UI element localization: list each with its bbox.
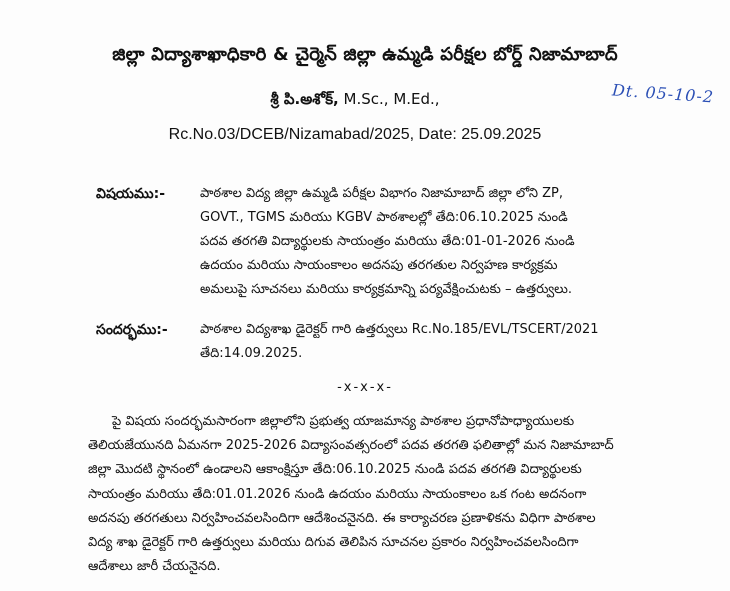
body-line: తెలియజేయునది ఏమనగా 2025-2026 విద్యాసంవత్సరంలో పదవ తరగతి ఫలితాల్లో మన నిజామాబాద్: [88, 438, 614, 454]
officer-name: శ్రీ పి.అశోక్,: [270, 90, 339, 108]
subject-line: అమలుపై సూచనలు మరియు కార్యక్రమాన్ని పర్యవేక్షించుటకు – ఉత్తర్వులు.: [200, 282, 572, 297]
reference-line: తేది:14.09.2025.: [200, 346, 303, 361]
body-line: విద్య శాఖ డైరెక్టర్ గారి ఉత్తర్వులు మరియు దిగువ తెలిపిన సూచనల ప్రకారం నిర్వహించవలసిందిగా: [88, 535, 579, 551]
body-paragraph: [88, 410, 614, 579]
reference-text: [200, 318, 599, 366]
body-line: అదనపు తరగతులు నిర్వహించవలసిందిగా ఆదేశించనైనది. ఈ కార్యాచరణ ప్రణాళికను విధిగా పాఠశాల: [88, 510, 596, 526]
subject-label: విషయము:-: [96, 186, 166, 202]
section-separator: -x-x-x-: [337, 380, 393, 395]
reference-line: పాఠశాల విద్యశాఖ డైరెక్టర్ గారి ఉత్తర్వులు Rc.No.185/EVL/TSCERT/2021: [200, 322, 599, 337]
body-line: సాయంత్రం మరియు తేది:01.01.2026 నుండి ఉదయం మరియు సాయంకాలం ఒక గంట అదనంగా: [88, 486, 587, 502]
subject-line: పదవ తరగతి విద్యార్థులకు సాయంత్రం మరియు తేది:01-01-2026 నుండి: [200, 234, 575, 249]
handwritten-date-note: Dt. 05-10-2: [611, 80, 715, 107]
reference-number: Rc.No.03/DCEB/Nizamabad/2025, Date: 25.09.2025: [168, 126, 542, 143]
body-line: జిల్లా మొదటి స్థానంలో ఉండాలని ఆకాంక్షిస్తూ తేది:06.10.2025 నుండి పదవ తరగతి విద్యార్థులకు: [88, 462, 582, 478]
body-line: పై విషయ సందర్భమసారంగా జిల్లాలోని ప్రభుత్వ యాజమాన్య పాఠశాల ప్రధానోపాధ్యాయులకు: [112, 414, 575, 429]
subject-text: [200, 182, 575, 302]
body-line: ఆదేశాలు జారీ చేయనైనది.: [88, 559, 221, 575]
subject-line: GOVT., TGMS మరియు KGBV పాఠశాలల్లో తేది:06.10.2025 నుండి: [200, 210, 568, 225]
subject-line: ఉదయం మరియు సాయంకాలం అదనపు తరగతుల నిర్వహణ కార్యక్రమ: [200, 258, 558, 273]
subject-line: పాఠశాల విద్య జిల్లా ఉమ్మడి పరీక్షల విభాగం నిజామాబాద్ జిల్లా లోని ZP,: [200, 186, 564, 201]
officer-name-line: [110, 90, 600, 112]
office-title: జిల్లా విద్యాశాఖాధికారి & చైర్మెన్ జిల్లా ఉమ్మడి పరీక్షల బోర్డ్ నిజామాబాద్: [112, 44, 618, 65]
officer-qualifications: M.Sc., M.Ed.,: [343, 90, 440, 108]
reference-label: సందర్భము:-: [96, 322, 168, 338]
